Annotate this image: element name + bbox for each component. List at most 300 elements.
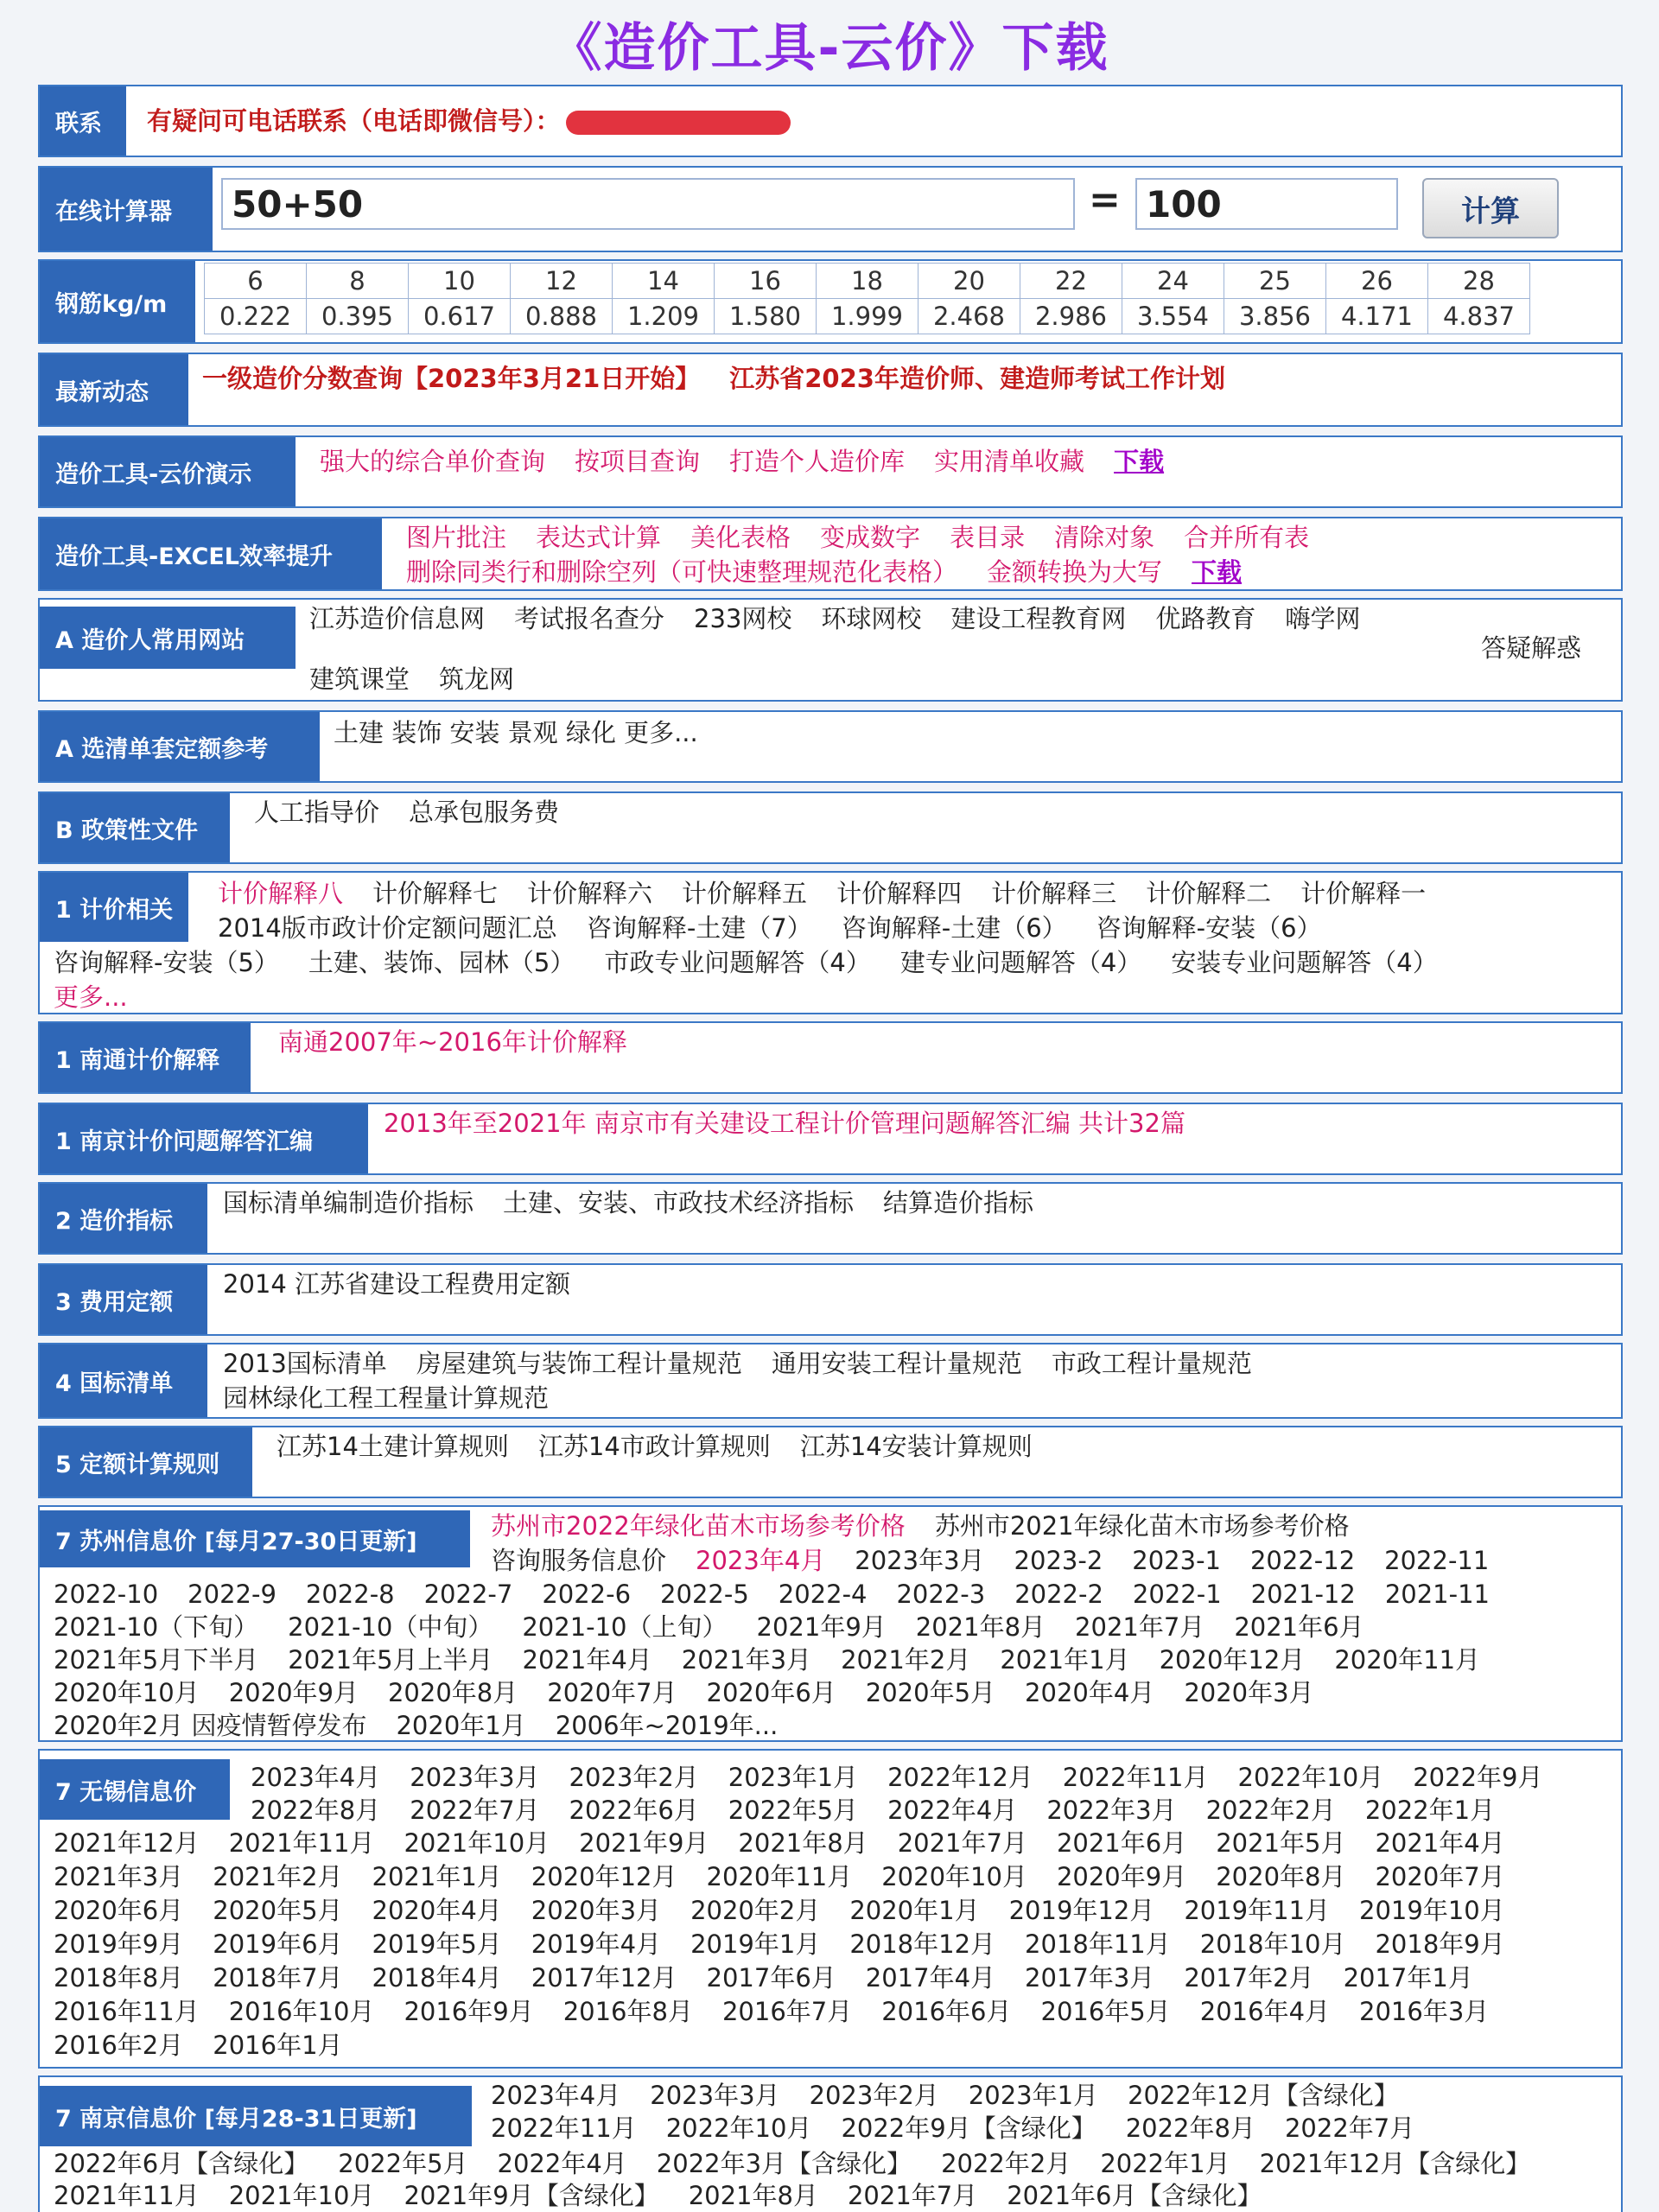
- index-link[interactable]: 国标清单编制造价指标: [223, 1188, 474, 1217]
- nanjing-top-lines: [491, 2079, 1444, 2145]
- suzhou-link[interactable]: 2022-10: [54, 1580, 159, 1609]
- suzhou-link[interactable]: 2022-1: [1132, 1580, 1222, 1609]
- suzhou-link[interactable]: 2021年3月: [681, 1645, 812, 1675]
- nanjing-link[interactable]: 2023年1月: [968, 2081, 1099, 2110]
- nanjing-link[interactable]: 2021年6月【含绿化】: [1007, 2181, 1262, 2210]
- wuxi-line-3: [54, 1827, 1535, 1860]
- pricing-link[interactable]: 土建、装饰、园林（5）: [308, 948, 575, 977]
- nanjing-link[interactable]: 2022年12月【含绿化】: [1128, 2081, 1399, 2110]
- nanjing-link[interactable]: 2021年9月【含绿化】: [404, 2181, 659, 2210]
- suzhou-link[interactable]: 2023-2: [1014, 1546, 1103, 1575]
- wuxi-link[interactable]: 2020年2月: [690, 1896, 821, 1925]
- suzhou-link[interactable]: 2021-10（上旬）: [522, 1612, 728, 1642]
- demo-link[interactable]: 强大的综合单价查询: [320, 447, 546, 476]
- wuxi-link[interactable]: 2021年2月: [213, 1862, 343, 1891]
- sites-content: [309, 601, 1389, 696]
- excel-link[interactable]: 金额转换为大写: [987, 557, 1163, 587]
- qa-link[interactable]: 答疑解惑: [1481, 633, 1582, 663]
- nanjing-link[interactable]: 2022年9月【含绿化】: [841, 2113, 1096, 2143]
- suzhou-link[interactable]: 2021-10（中旬）: [288, 1612, 493, 1642]
- nanjing-link[interactable]: 2022年2月: [941, 2149, 1071, 2178]
- pricing-link[interactable]: 计价解释七: [372, 879, 499, 908]
- redacted-phone: [566, 111, 791, 135]
- excel-line-1: [406, 520, 1338, 555]
- wuxi-line-8: [54, 1995, 1535, 2029]
- pricing-link[interactable]: 计价解释八: [218, 879, 344, 908]
- calculate-button[interactable]: 计算: [1422, 178, 1559, 238]
- suzhou-link[interactable]: 2022-9: [188, 1580, 276, 1609]
- diameter-cell: 14: [613, 264, 715, 299]
- suzhou-label: 7 苏州信息价 [每月27-30日更新]: [40, 1510, 470, 1567]
- suzhou-link[interactable]: 2006年~2019年...: [555, 1711, 779, 1740]
- site-link[interactable]: 建设工程教育网: [950, 604, 1127, 633]
- index-label: 2 造价指标: [40, 1184, 207, 1253]
- suzhou-link[interactable]: 咨询服务信息价: [491, 1546, 667, 1575]
- wuxi-link[interactable]: 2020年6月: [54, 1896, 184, 1925]
- wuxi-link[interactable]: 2021年5月: [1216, 1828, 1346, 1858]
- gb-link[interactable]: 园林绿化工程工程量计算规范: [223, 1383, 550, 1413]
- news-link[interactable]: 江苏省2023年造价师、建造师考试工作计划: [729, 364, 1225, 393]
- wuxi-link[interactable]: 2023年1月: [728, 1763, 859, 1792]
- nanjing-link[interactable]: 2021年11月: [54, 2181, 200, 2210]
- diameter-cell: 24: [1122, 264, 1224, 299]
- wuxi-link[interactable]: 2017年2月: [1184, 1963, 1314, 1993]
- wuxi-bottom-lines: [54, 1827, 1535, 2063]
- wuxi-link[interactable]: 2022年9月: [1413, 1763, 1543, 1792]
- news-content: [202, 361, 1255, 396]
- pricing-line-1: [218, 876, 1455, 911]
- pricing-link[interactable]: 计价解释四: [836, 879, 963, 908]
- excel-link[interactable]: 清除对象: [1054, 523, 1155, 552]
- pricing-link[interactable]: 咨询解释-安装（6）: [1096, 913, 1322, 943]
- nanjing-link[interactable]: 2022年4月: [497, 2149, 627, 2178]
- wuxi-link[interactable]: 2018年4月: [372, 1963, 502, 1993]
- suzhou-line-3: [54, 1578, 1519, 1611]
- gb-link[interactable]: 通用安装工程计量规范: [771, 1349, 1022, 1378]
- wuxi-link[interactable]: 2020年1月: [849, 1896, 980, 1925]
- contact-content: [147, 104, 791, 138]
- rebar-section: [38, 259, 1623, 344]
- weight-cell: 0.395: [307, 299, 409, 334]
- wuxi-link[interactable]: 2018年8月: [54, 1963, 184, 1993]
- nanjing-link[interactable]: 2022年5月: [338, 2149, 468, 2178]
- gb-line-1: [223, 1346, 1281, 1381]
- suzhou-link[interactable]: 2021-11: [1384, 1580, 1490, 1609]
- suzhou-link[interactable]: 2021年1月: [1000, 1645, 1130, 1675]
- diameter-row: [205, 264, 1530, 299]
- wuxi-link[interactable]: 2016年8月: [563, 1997, 693, 2026]
- wuxi-link[interactable]: 2019年12月: [1008, 1896, 1155, 1925]
- weight-cell: 2.986: [1020, 299, 1122, 334]
- excel-content: [406, 520, 1338, 589]
- gb-section: [38, 1343, 1623, 1419]
- wuxi-link[interactable]: 2022年5月: [728, 1796, 859, 1825]
- rules-link[interactable]: 江苏14土建计算规则: [276, 1432, 509, 1461]
- wuxi-link[interactable]: 2016年11月: [54, 1997, 200, 2026]
- equals-sign: =: [1089, 178, 1121, 222]
- contact-section: [38, 85, 1623, 157]
- nanjing-link[interactable]: 2022年1月: [1100, 2149, 1230, 2178]
- demo-link[interactable]: 打造个人造价库: [729, 447, 906, 476]
- weight-cell: 1.580: [715, 299, 817, 334]
- suzhou-line-5: [54, 1643, 1519, 1676]
- nanjing-link[interactable]: 2023年4月: [491, 2081, 621, 2110]
- wuxi-link[interactable]: 2020年7月: [1375, 1862, 1505, 1891]
- nanjing-link[interactable]: 2022年3月【含绿化】: [656, 2149, 912, 2178]
- wuxi-link[interactable]: 2021年10月: [404, 1828, 550, 1858]
- expression-input[interactable]: 50+50: [221, 178, 1075, 230]
- wuxi-label: 7 无锡信息价: [40, 1759, 230, 1820]
- pricing-link[interactable]: 市政专业问题解答（4）: [604, 948, 871, 977]
- index-section: [38, 1182, 1623, 1255]
- wuxi-link[interactable]: 2016年1月: [213, 2031, 343, 2060]
- wuxi-link[interactable]: 2020年5月: [213, 1896, 343, 1925]
- wuxi-link[interactable]: 2016年3月: [1359, 1997, 1490, 2026]
- suzhou-link[interactable]: 2023年4月: [696, 1546, 826, 1575]
- suzhou-link[interactable]: 2021年7月: [1075, 1612, 1205, 1642]
- pricing-link[interactable]: 安装专业问题解答（4）: [1171, 948, 1438, 977]
- wuxi-link[interactable]: 2018年11月: [1025, 1929, 1171, 1959]
- suzhou-link[interactable]: 2022-2: [1014, 1580, 1103, 1609]
- site-link[interactable]: 筑龙网: [439, 664, 515, 694]
- wuxi-link[interactable]: 2021年1月: [372, 1862, 502, 1891]
- nanjing-link[interactable]: 2022年6月【含绿化】: [54, 2149, 309, 2178]
- wuxi-line-7: [54, 1961, 1535, 1995]
- site-link[interactable]: 优路教育: [1155, 604, 1256, 633]
- wuxi-link[interactable]: 2017年3月: [1025, 1963, 1155, 1993]
- wuxi-line-5: [54, 1894, 1535, 1928]
- suzhou-line-6: [54, 1676, 1519, 1709]
- nanjing-link[interactable]: 2021年12月【含绿化】: [1259, 2149, 1531, 2178]
- wuxi-link[interactable]: 2016年6月: [881, 1997, 1012, 2026]
- excel-label: 造价工具-EXCEL效率提升: [40, 518, 382, 589]
- suzhou-link[interactable]: 2020年7月: [547, 1678, 677, 1707]
- policy-section: [38, 791, 1623, 864]
- wuxi-link[interactable]: 2022年1月: [1364, 1796, 1496, 1825]
- policy-link[interactable]: 总承包服务费: [409, 798, 560, 827]
- suzhou-link[interactable]: 2021年5月上半月: [288, 1645, 493, 1675]
- wuxi-link[interactable]: 2018年10月: [1199, 1929, 1346, 1959]
- wuxi-link[interactable]: 2021年4月: [1375, 1828, 1505, 1858]
- nanjing-link[interactable]: 2022年8月: [1125, 2113, 1255, 2143]
- weight-cell: 0.617: [409, 299, 511, 334]
- site-link[interactable]: 建筑课堂: [309, 664, 410, 694]
- rebar-label: 钢筋kg/m: [40, 261, 195, 342]
- gb-link[interactable]: 市政工程计量规范: [1051, 1349, 1252, 1378]
- wuxi-link[interactable]: 2019年11月: [1184, 1896, 1331, 1925]
- suzhou-top-lines: [491, 1509, 1518, 1578]
- pricing-link[interactable]: 咨询解释-土建（7）: [586, 913, 812, 943]
- pricing-link[interactable]: 计价解释一: [1300, 879, 1427, 908]
- wuxi-link[interactable]: 2022年10月: [1237, 1763, 1384, 1792]
- suzhou-link[interactable]: 2022-12: [1249, 1546, 1356, 1575]
- weight-cell: 4.837: [1428, 299, 1530, 334]
- wuxi-link[interactable]: 2018年7月: [213, 1963, 343, 1993]
- suzhou-link[interactable]: 2022-7: [423, 1580, 513, 1609]
- nanjing-link[interactable]: 2023年3月: [650, 2081, 780, 2110]
- wuxi-link[interactable]: 2017年12月: [531, 1963, 677, 1993]
- fee-section: [38, 1263, 1623, 1336]
- suzhou-link[interactable]: 2020年2月 因疫情暂停发布: [54, 1711, 367, 1740]
- suzhou-link[interactable]: 2021-12: [1250, 1580, 1356, 1609]
- nanjing-line-4: [54, 2180, 1560, 2212]
- nanjing-link[interactable]: 2022年7月: [1284, 2113, 1415, 2143]
- excel-section: [38, 517, 1623, 591]
- diameter-cell: 18: [817, 264, 918, 299]
- site-link[interactable]: 233网校: [694, 604, 792, 633]
- contact-text: 有疑问可电话联系（电话即微信号）：: [147, 106, 561, 136]
- demo-download-link[interactable]: 下载: [1114, 447, 1165, 476]
- pricing-link[interactable]: 计价解释二: [1146, 879, 1272, 908]
- nanjing-qa-link[interactable]: 2013年至2021年 南京市有关建设工程计价管理问题解答汇编 共计32篇: [384, 1109, 1185, 1138]
- pricing-link[interactable]: 咨询解释-安装（5）: [54, 948, 279, 977]
- suzhou-link[interactable]: 2021年9月: [756, 1612, 887, 1642]
- nanjing-link[interactable]: 2021年8月: [688, 2181, 818, 2210]
- suzhou-link[interactable]: 2021年2月: [841, 1645, 971, 1675]
- nanjing-link[interactable]: 2022年10月: [665, 2113, 812, 2143]
- suzhou-link[interactable]: 苏州市2021年绿化苗木市场参考价格: [934, 1511, 1350, 1541]
- pricing-link[interactable]: 计价解释五: [682, 879, 808, 908]
- nanjing-line-3: [54, 2148, 1560, 2180]
- policy-content: [254, 795, 588, 830]
- nanjing-qa-section: [38, 1103, 1623, 1175]
- suzhou-link[interactable]: 2020年9月: [228, 1678, 359, 1707]
- weight-row: [205, 299, 1530, 334]
- index-content: [223, 1185, 1063, 1220]
- wuxi-link[interactable]: 2016年9月: [404, 1997, 534, 2026]
- nanjing-link[interactable]: 2023年2月: [809, 2081, 939, 2110]
- contact-label: 联系: [40, 86, 126, 156]
- suzhou-link[interactable]: 2020年6月: [706, 1678, 836, 1707]
- wuxi-link[interactable]: 2018年9月: [1375, 1929, 1505, 1959]
- suzhou-link[interactable]: 2021年8月: [915, 1612, 1046, 1642]
- demo-label: 造价工具-云价演示: [40, 437, 296, 506]
- wuxi-link[interactable]: 2023年3月: [410, 1763, 540, 1792]
- nanjing-link[interactable]: 2022年11月: [491, 2113, 637, 2143]
- suzhou-link[interactable]: 苏州市2022年绿化苗木市场参考价格: [491, 1511, 906, 1541]
- suzhou-link[interactable]: 2020年11月: [1334, 1645, 1481, 1675]
- demo-link[interactable]: 实用清单收藏: [934, 447, 1085, 476]
- fee-label: 3 费用定额: [40, 1265, 207, 1334]
- wuxi-link[interactable]: 2022年8月: [251, 1796, 381, 1825]
- wuxi-link[interactable]: 2019年5月: [372, 1929, 502, 1959]
- page-title: 《造价工具-云价》下载: [550, 18, 1109, 79]
- diameter-cell: 25: [1224, 264, 1326, 299]
- fee-link[interactable]: 2014 江苏省建设工程费用定额: [223, 1269, 571, 1299]
- suzhou-line-1: [491, 1509, 1518, 1543]
- wuxi-link[interactable]: 2022年12月: [887, 1763, 1033, 1792]
- rules-link[interactable]: 江苏14市政计算规则: [537, 1432, 771, 1461]
- wuxi-link[interactable]: 2021年12月: [54, 1828, 200, 1858]
- suzhou-link[interactable]: 2021年5月下半月: [54, 1645, 259, 1675]
- wuxi-link[interactable]: 2017年4月: [865, 1963, 996, 1993]
- wuxi-link[interactable]: 2022年11月: [1062, 1763, 1209, 1792]
- suzhou-link[interactable]: 2022-5: [660, 1580, 749, 1609]
- rules-link[interactable]: 江苏14安装计算规则: [799, 1432, 1033, 1461]
- index-link[interactable]: 结算造价指标: [883, 1188, 1034, 1217]
- wuxi-link[interactable]: 2016年10月: [228, 1997, 375, 2026]
- wuxi-link[interactable]: 2019年6月: [213, 1929, 343, 1959]
- suzhou-link[interactable]: 2020年10月: [54, 1678, 200, 1707]
- excel-link[interactable]: 删除同类行和删除空列（可快速整理规范化表格）: [406, 557, 958, 587]
- wuxi-link[interactable]: 2020年10月: [881, 1862, 1027, 1891]
- rebar-table: [204, 263, 1530, 334]
- news-section: [38, 353, 1623, 427]
- pricing-more-link[interactable]: 更多...: [54, 982, 128, 1012]
- pricing-label: 1 计价相关: [40, 873, 188, 942]
- news-link[interactable]: 一级造价分数查询【2023年3月21日开始】: [202, 364, 701, 393]
- pricing-link[interactable]: 计价解释三: [991, 879, 1117, 908]
- suzhou-link[interactable]: 2021年4月: [522, 1645, 652, 1675]
- weight-cell: 1.999: [817, 299, 918, 334]
- pricing-section: [38, 871, 1623, 1014]
- quota-section: [38, 710, 1623, 783]
- excel-line-2: [406, 555, 1338, 589]
- news-label: 最新动态: [40, 354, 188, 425]
- nanjing-link[interactable]: 2021年10月: [228, 2181, 375, 2210]
- calculator-section: [38, 166, 1623, 252]
- excel-link[interactable]: 合并所有表: [1184, 523, 1310, 552]
- weight-cell: 0.222: [205, 299, 307, 334]
- policy-link[interactable]: 人工指导价: [254, 798, 380, 827]
- sites-section: [38, 598, 1623, 702]
- site-link[interactable]: 环球网校: [821, 604, 922, 633]
- excel-link[interactable]: 变成数字: [820, 523, 921, 552]
- wuxi-line-4: [54, 1860, 1535, 1894]
- suzhou-link[interactable]: 2020年4月: [1025, 1678, 1155, 1707]
- suzhou-link[interactable]: 2022-8: [305, 1580, 395, 1609]
- excel-link[interactable]: 图片批注: [406, 523, 507, 552]
- wuxi-link[interactable]: 2020年9月: [1056, 1862, 1187, 1891]
- wuxi-link[interactable]: 2022年2月: [1205, 1796, 1336, 1825]
- wuxi-link[interactable]: 2019年4月: [531, 1929, 662, 1959]
- wuxi-link[interactable]: 2020年8月: [1216, 1862, 1346, 1891]
- gb-link[interactable]: 2013国标清单: [223, 1349, 387, 1378]
- wuxi-link[interactable]: 2020年4月: [372, 1896, 502, 1925]
- suzhou-section: [38, 1505, 1623, 1742]
- quota-label: A 选清单套定额参考: [40, 712, 320, 781]
- wuxi-link[interactable]: 2017年1月: [1343, 1963, 1473, 1993]
- demo-link[interactable]: 按项目查询: [575, 447, 701, 476]
- wuxi-link[interactable]: 2021年9月: [579, 1828, 709, 1858]
- diameter-cell: 6: [205, 264, 307, 299]
- pricing-link[interactable]: 2014版市政计价定额问题汇总: [218, 913, 557, 943]
- wuxi-link[interactable]: 2020年12月: [531, 1862, 677, 1891]
- wuxi-link[interactable]: 2019年10月: [1359, 1896, 1505, 1925]
- result-field[interactable]: 100: [1135, 178, 1398, 230]
- weight-cell: 3.856: [1224, 299, 1326, 334]
- weight-cell: 4.171: [1326, 299, 1428, 334]
- nanjing-link[interactable]: 2021年7月: [847, 2181, 978, 2210]
- wuxi-link[interactable]: 2022年4月: [887, 1796, 1018, 1825]
- pricing-link[interactable]: 咨询解释-土建（6）: [841, 913, 1067, 943]
- policy-label: B 政策性文件: [40, 793, 230, 862]
- suzhou-link[interactable]: 2022-4: [778, 1580, 868, 1609]
- wuxi-link[interactable]: 2021年8月: [738, 1828, 868, 1858]
- wuxi-link[interactable]: 2021年11月: [228, 1828, 375, 1858]
- nanjing-bottom-lines: [54, 2148, 1560, 2212]
- calculator-label: 在线计算器: [40, 168, 213, 251]
- suzhou-link[interactable]: 2021年6月: [1234, 1612, 1364, 1642]
- excel-link[interactable]: 表目录: [950, 523, 1026, 552]
- wuxi-link[interactable]: 2017年6月: [706, 1963, 836, 1993]
- suzhou-link[interactable]: 2020年5月: [865, 1678, 996, 1707]
- diameter-cell: 16: [715, 264, 817, 299]
- wuxi-link[interactable]: 2016年7月: [721, 1997, 853, 2026]
- site-link[interactable]: 考试报名查分: [514, 604, 665, 633]
- wuxi-line-9: [54, 2029, 1535, 2063]
- suzhou-link[interactable]: 2021-10（下旬）: [54, 1612, 259, 1642]
- gb-content: [223, 1346, 1281, 1415]
- wuxi-link[interactable]: 2022年7月: [410, 1796, 540, 1825]
- excel-link[interactable]: 表达式计算: [536, 523, 662, 552]
- site-link[interactable]: 嗨学网: [1285, 604, 1361, 633]
- gb-link[interactable]: 房屋建筑与装饰工程计量规范: [416, 1349, 742, 1378]
- weight-cell: 1.209: [613, 299, 715, 334]
- wuxi-link[interactable]: 2021年3月: [54, 1862, 184, 1891]
- wuxi-link[interactable]: 2016年5月: [1040, 1997, 1171, 2026]
- wuxi-link[interactable]: 2016年2月: [54, 2031, 184, 2060]
- wuxi-link[interactable]: 2022年3月: [1046, 1796, 1177, 1825]
- excel-link[interactable]: 美化表格: [690, 523, 791, 552]
- wuxi-link[interactable]: 2019年9月: [54, 1929, 184, 1959]
- suzhou-link[interactable]: 2023年3月: [855, 1546, 985, 1575]
- gb-label: 4 国标清单: [40, 1344, 207, 1417]
- diameter-cell: 10: [409, 264, 511, 299]
- quota-link[interactable]: 土建 装饰 安装 景观 绿化 更多...: [334, 718, 698, 747]
- suzhou-link[interactable]: 2023-1: [1132, 1546, 1221, 1575]
- suzhou-link[interactable]: 2022-6: [542, 1580, 632, 1609]
- suzhou-link[interactable]: 2022-3: [896, 1580, 986, 1609]
- diameter-cell: 28: [1428, 264, 1530, 299]
- suzhou-link[interactable]: 2020年1月: [396, 1711, 526, 1740]
- rules-content: [276, 1429, 1062, 1464]
- diameter-cell: 26: [1326, 264, 1428, 299]
- suzhou-link[interactable]: 2020年12月: [1159, 1645, 1306, 1675]
- wuxi-top-lines: [251, 1761, 1572, 1827]
- wuxi-link[interactable]: 2022年6月: [569, 1796, 699, 1825]
- index-link[interactable]: 土建、安装、市政技术经济指标: [503, 1188, 855, 1217]
- suzhou-link[interactable]: 2020年3月: [1184, 1678, 1314, 1707]
- suzhou-link[interactable]: 2022-11: [1384, 1546, 1490, 1575]
- suzhou-bottom-lines: [54, 1578, 1519, 1742]
- suzhou-link[interactable]: 2020年8月: [387, 1678, 518, 1707]
- wuxi-link[interactable]: 2020年11月: [706, 1862, 853, 1891]
- weight-cell: 2.468: [918, 299, 1020, 334]
- diameter-cell: 8: [307, 264, 409, 299]
- wuxi-link[interactable]: 2020年3月: [531, 1896, 662, 1925]
- wuxi-link[interactable]: 2016年4月: [1199, 1997, 1331, 2026]
- wuxi-link[interactable]: 2023年2月: [569, 1763, 699, 1792]
- wuxi-line-2: [251, 1794, 1572, 1827]
- wuxi-link[interactable]: 2019年1月: [690, 1929, 821, 1959]
- site-link[interactable]: 江苏造价信息网: [309, 604, 486, 633]
- demo-content: [320, 444, 1193, 479]
- suzhou-line-2: [491, 1543, 1518, 1578]
- nantong-link[interactable]: 南通2007年~2016年计价解释: [278, 1027, 627, 1057]
- pricing-link[interactable]: 建专业问题解答（4）: [899, 948, 1142, 977]
- excel-download-link[interactable]: 下载: [1192, 557, 1243, 587]
- demo-section: [38, 435, 1623, 508]
- pricing-lines-bottom: [54, 945, 1467, 1014]
- pricing-link[interactable]: 计价解释六: [527, 879, 653, 908]
- wuxi-link[interactable]: 2021年6月: [1056, 1828, 1187, 1858]
- nanjing-qa-label: 1 南京计价问题解答汇编: [40, 1104, 368, 1173]
- diameter-cell: 20: [918, 264, 1020, 299]
- wuxi-link[interactable]: 2021年7月: [897, 1828, 1027, 1858]
- wuxi-link[interactable]: 2023年4月: [251, 1763, 381, 1792]
- wuxi-link[interactable]: 2018年12月: [849, 1929, 996, 1959]
